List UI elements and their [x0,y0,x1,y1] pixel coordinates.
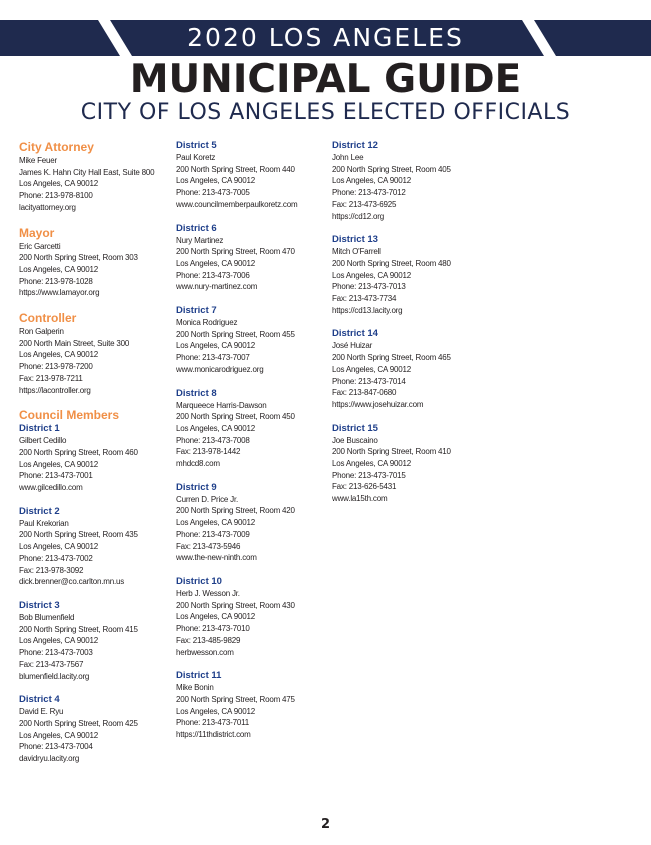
website-line: lacityattorney.org [19,202,76,212]
address-line: 200 North Spring Street, Room 303 [19,253,138,263]
city-line: Los Angeles, CA 90012 [19,179,98,189]
contact-line: Los Angeles, CA 90012 [176,176,255,186]
district-entry [19,506,169,588]
contact-line: Phone: 213-473-7009 [176,529,250,539]
district-entry [176,305,326,376]
district-entry [19,423,169,494]
council-member-name: Curren D. Price Jr. [176,494,238,504]
contact-line: Fax: 213-473-7567 [19,659,84,669]
contact-line: Phone: 213-473-7002 [19,553,93,563]
district-title: District 15 [332,422,378,434]
contact-line: Fax: 213-978-1442 [176,447,241,457]
contact-line: 200 North Spring Street, Room 405 [332,164,451,174]
city-line: Los Angeles, CA 90012 [19,264,98,274]
contact-line: 200 North Spring Street, Room 475 [176,694,295,704]
council-member-name: Gilbert Cedillo [19,436,67,446]
contact-line: Phone: 213-473-7011 [176,718,250,728]
contact-line: Phone: 213-473-7014 [332,376,406,386]
contact-line: Los Angeles, CA 90012 [176,258,255,268]
official-name: Eric Garcetti [19,241,61,251]
council-member-name: Paul Krekorian [19,518,69,528]
contact-line: dick.brenner@co.carlton.mn.us [19,577,125,587]
contact-line: Phone: 213-473-7008 [176,435,250,445]
contact-line: https://11thdistrict.com [176,730,251,740]
district-title: District 7 [176,305,217,317]
contact-line: Phone: 213-473-7010 [176,624,250,634]
phone-line: Phone: 213-978-7200 [19,362,93,372]
contact-line: Phone: 213-473-7012 [332,188,406,198]
contact-line: 200 North Spring Street, Room 440 [176,164,295,174]
district-title: District 8 [176,387,217,399]
page-number: 2 [320,817,331,832]
contact-line: Los Angeles, CA 90012 [19,459,98,469]
section-heading: Controller [19,311,77,326]
contact-line: 200 North Spring Street, Room 460 [19,447,138,457]
contact-line: davidryu.lacity.org [19,754,80,764]
website-line: https://lacontroller.org [19,385,91,395]
contact-line: 200 North Spring Street, Room 450 [176,412,295,422]
column-1 [19,140,169,777]
council-member-name: Monica Rodriguez [176,318,238,328]
contact-line: Fax: 213-626-5431 [332,482,397,492]
mayor-entry [19,226,169,300]
council-member-name: Joe Buscaino [332,435,378,445]
contact-line: Los Angeles, CA 90012 [176,341,255,351]
contact-line: Los Angeles, CA 90012 [176,423,255,433]
contact-line: Los Angeles, CA 90012 [332,459,411,469]
district-title: District 13 [332,234,378,246]
contact-line: 200 North Spring Street, Room 470 [176,247,295,257]
city-line: Los Angeles, CA 90012 [19,350,98,360]
contact-line: Los Angeles, CA 90012 [19,730,98,740]
contact-line: www.monicarodriguez.org [176,364,264,374]
page-title: MUNICIPAL GUIDE [129,57,522,102]
council-member-name: Paul Koretz [176,153,216,162]
contact-line: Phone: 213-473-7004 [19,742,93,752]
address-line: James K. Hahn City Hall East, Suite 800 [19,167,155,177]
contact-line: www.the-new-ninth.com [176,553,257,563]
contact-line: www.councilmemberpaulkoretz.com [176,199,298,209]
council-member-name: Mitch O'Farrell [332,247,381,257]
contact-line: Los Angeles, CA 90012 [332,270,411,280]
official-name: Mike Feuer [19,156,58,165]
section-heading: City Attorney [19,140,94,154]
contact-line: 200 North Spring Street, Room 435 [19,530,138,540]
district-title: District 2 [19,505,60,517]
contact-line: Fax: 213-473-5946 [176,541,241,551]
phone-line: Phone: 213-978-8100 [19,191,93,201]
contact-line: Los Angeles, CA 90012 [19,636,98,646]
district-entry [332,140,482,222]
district-list-col1 [19,423,169,764]
contact-line: Los Angeles, CA 90012 [176,706,255,716]
district-entry [176,482,326,564]
phone-line: Phone: 213-978-1028 [19,276,93,286]
council-members-heading: Council Members [19,408,120,423]
contact-line: Phone: 213-473-7015 [332,470,406,480]
contact-line: https://www.josehuizar.com [332,399,424,409]
contact-line: Phone: 213-473-7006 [176,270,250,280]
district-title: District 9 [176,481,217,493]
contact-line: 200 North Spring Street, Room 425 [19,718,138,728]
contact-line: Fax: 213-473-6925 [332,199,397,209]
district-title: District 10 [176,575,222,587]
contact-line: www.la15th.com [332,494,388,504]
contact-line: Phone: 213-473-7005 [176,188,250,198]
contact-line: https://cd12.org [332,211,384,221]
district-entry [332,328,482,410]
contact-line: herbwesson.com [176,647,234,657]
district-entry [176,223,326,294]
council-member-name: Mike Bonin [176,683,214,693]
contact-line: www.nury-martinez.com [176,282,258,292]
district-title: District 12 [332,140,378,151]
contact-line: Los Angeles, CA 90012 [332,176,411,186]
official-name: Ron Galperin [19,327,64,337]
contact-line: 200 North Spring Street, Room 480 [332,258,451,268]
district-title: District 6 [176,222,217,234]
controller-entry [19,311,169,396]
column-3 [332,140,482,517]
column-2 [176,140,326,753]
contact-line: Fax: 213-485-9829 [176,635,241,645]
council-member-name: Nury Martinez [176,235,224,245]
city-attorney-entry [19,140,169,214]
contact-line: 200 North Spring Street, Room 420 [176,506,295,516]
contact-line: 200 North Spring Street, Room 430 [176,600,295,610]
council-member-name: David E. Ryu [19,707,64,717]
contact-line: Los Angeles, CA 90012 [176,518,255,528]
header-banner [0,20,651,56]
contact-line: Fax: 213-978-3092 [19,565,84,575]
contact-line: Los Angeles, CA 90012 [19,542,98,552]
district-title: District 1 [19,423,60,435]
district-entry [332,423,482,505]
council-member-name: Marqueece Harris-Dawson [176,400,267,410]
district-title: District 14 [332,328,378,340]
contact-line: Phone: 213-473-7003 [19,648,93,658]
section-heading: Mayor [19,225,55,240]
council-member-name: José Huizar [332,341,373,351]
contact-line: mhdcd8.com [176,459,220,469]
council-member-name: Bob Blumenfield [19,612,75,622]
contact-line: Fax: 213-473-7734 [332,294,397,304]
district-title: District 3 [19,599,60,611]
council-member-name: Herb J. Wesson Jr. [176,588,240,598]
contact-line: 200 North Spring Street, Room 455 [176,329,295,339]
district-entry [19,600,169,682]
district-entry [176,576,326,658]
district-list-col3 [332,140,482,505]
contact-line: www.gilcedillo.com [19,483,83,493]
contact-line: Los Angeles, CA 90012 [332,364,411,374]
district-entry [176,140,326,211]
page-subtitle: CITY OF LOS ANGELES ELECTED OFFICIALS [80,100,571,125]
contact-line: Phone: 213-473-7007 [176,353,250,363]
banner-year-title: 2020 LOS ANGELES [187,23,464,52]
district-entry [176,388,326,470]
contact-line: Phone: 213-473-7001 [19,471,93,481]
contact-line: https://cd13.lacity.org [332,305,403,315]
website-line: https://www.lamayor.org [19,288,100,298]
fax-line: Fax: 213-978-7211 [19,373,83,383]
contact-line: Fax: 213-847-0680 [332,388,397,398]
district-list-col2 [176,140,326,741]
contact-line: Phone: 213-473-7013 [332,282,406,292]
contact-line: 200 North Spring Street, Room 415 [19,624,138,634]
district-title: District 4 [19,694,60,706]
address-line: 200 North Main Street, Suite 300 [19,338,130,348]
district-entry [19,694,169,765]
district-title: District 5 [176,140,217,151]
district-entry [176,670,326,741]
contact-line: blumenfield.lacity.org [19,671,90,681]
contact-line: 200 North Spring Street, Room 465 [332,353,451,363]
council-member-name: John Lee [332,153,364,162]
contact-line: 200 North Spring Street, Room 410 [332,447,451,457]
contact-line: Los Angeles, CA 90012 [176,612,255,622]
district-entry [332,234,482,316]
district-title: District 11 [176,670,222,682]
